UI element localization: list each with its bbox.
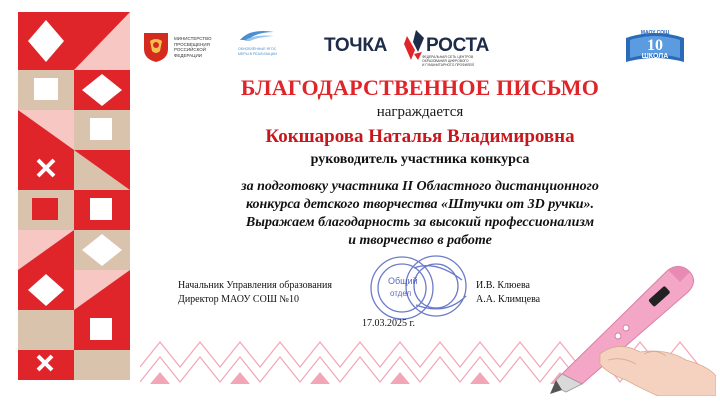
position-2: Директор МАОУ СОШ №10 bbox=[178, 294, 299, 305]
stamp-text-1: Общий bbox=[388, 276, 418, 286]
fgos-line-1: ОБНОВЛЁННЫЕ ФГОС bbox=[238, 47, 277, 51]
3d-pen-illustration bbox=[548, 256, 716, 396]
position-1: Начальник Управления образования bbox=[178, 280, 332, 291]
ministry-line-3: РОССИЙСКОЙ bbox=[174, 47, 206, 52]
body-line-3: Выражаем благодарность за высокий профессионализм bbox=[245, 215, 595, 230]
recipient-role: руководитель участника конкурса bbox=[310, 152, 530, 167]
ministry-line-4: ФЕДЕРАЦИИ bbox=[174, 52, 202, 58]
tochka-rosta-logo bbox=[322, 30, 510, 67]
coat-of-arms-icon bbox=[142, 31, 170, 63]
ministry-line-2: ПРОСВЕЩЕНИЯ bbox=[174, 41, 210, 47]
signatory-name-2: А.А. Климцева bbox=[476, 294, 541, 305]
tochka-word: ТОЧКА bbox=[324, 35, 388, 56]
fgos-logo bbox=[238, 28, 278, 66]
body-line-1: за подготовку участника II Областного дистанционного bbox=[241, 179, 599, 194]
signatories-names bbox=[476, 279, 540, 307]
left-decorative-pattern bbox=[18, 0, 130, 380]
issue-date: 17.03.2025 г. bbox=[362, 318, 415, 329]
tochka-sub-1: ФЕДЕРАЛЬНАЯ СЕТЬ ЦЕНТРОВ bbox=[422, 55, 474, 59]
awarded-text: награждается bbox=[376, 104, 464, 120]
school-top-text: МАОУ СОШ bbox=[640, 30, 670, 36]
tochka-rosta-emblem-icon bbox=[404, 30, 424, 62]
ministry-line-1: МИНИСТЕРСТВО bbox=[174, 36, 212, 41]
signatories-positions bbox=[178, 279, 332, 307]
tochka-sub-2: ОБРАЗОВАНИЯ ЦИФРОВОГО bbox=[422, 58, 469, 63]
fgos-emblem-icon bbox=[238, 28, 276, 42]
school-number: 10 bbox=[647, 37, 663, 54]
official-stamp bbox=[366, 250, 476, 326]
ministry-logo bbox=[142, 28, 232, 66]
tochka-sub-3: И ГУМАНИТАРНОГО ПРОФИЛЕЙ bbox=[422, 62, 474, 67]
body-line-4: и творчество в работе bbox=[348, 233, 492, 248]
certificate-title: БЛАГОДАРСТВЕННОЕ ПИСЬМО bbox=[240, 75, 600, 100]
fgos-line-2: МЕРЫ В РЕАЛИЗАЦИИ bbox=[238, 51, 277, 56]
signatory-name-1: И.В. Клюева bbox=[476, 280, 530, 291]
school-word: ШКОЛА bbox=[641, 53, 669, 60]
recipient-name: Кокшарова Наталья Владимировна bbox=[265, 126, 575, 147]
body-line-2: конкурса детского творчества «Штучки от 3D ручки». bbox=[245, 197, 595, 212]
letter-body bbox=[150, 178, 690, 250]
school-10-logo bbox=[622, 26, 688, 66]
stamp-text-2: отдел bbox=[390, 289, 412, 298]
rosta-word: РОСТА bbox=[426, 35, 490, 56]
